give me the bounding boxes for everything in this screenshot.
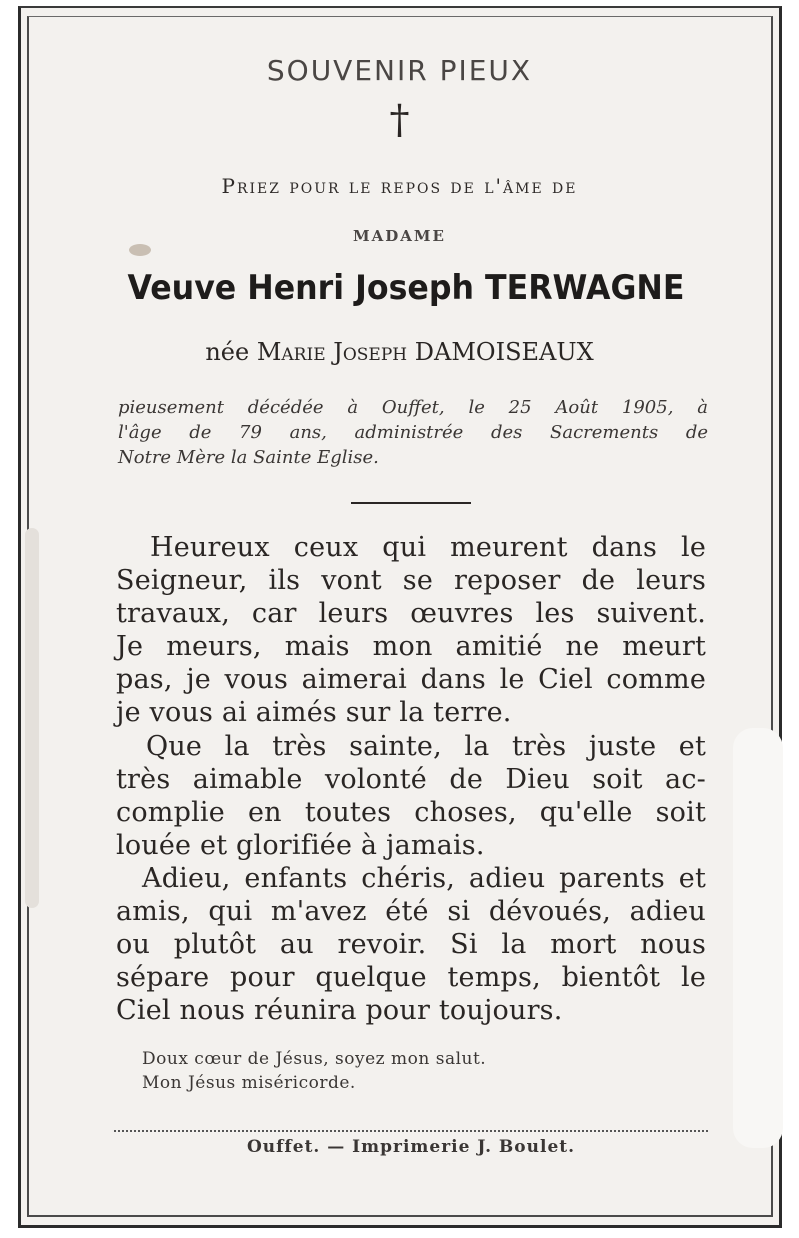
body-line: pas, je vous aimerai dans le Ciel comme <box>116 664 706 695</box>
body-line: Adieu, enfants chéris, adieu parents et <box>142 863 706 894</box>
body-line: ou plutôt au revoir. Si la mort nous <box>116 929 706 960</box>
body-line: sépare pour quelque temps, bientôt le <box>116 962 706 993</box>
death-notice-line: Notre Mère la Sainte Eglise. <box>118 447 379 468</box>
cross-icon: † <box>389 97 410 143</box>
paper-stain <box>129 244 151 256</box>
dotted-rule <box>114 1130 708 1132</box>
death-notice-line: pieusement décédée à Ouffet, le 25 Août 1905, à <box>118 397 708 418</box>
body-line: travaux, car leurs œuvres les suivent. <box>116 598 706 629</box>
nee-prefix: née <box>205 338 250 366</box>
paper-stain <box>733 728 783 1148</box>
body-line: complie en toutes choses, qu'elle soit <box>116 797 706 828</box>
invocation-line: Doux cœur de Jésus, soyez mon salut. <box>142 1049 487 1069</box>
prayer-heading: Priez pour le repos de l'âme de <box>221 174 578 198</box>
separator-rule <box>351 502 471 504</box>
card-title: SOUVENIR PIEUX <box>266 54 533 87</box>
deceased-name: Veuve Henri Joseph TERWAGNE <box>127 268 685 308</box>
body-line: je vous ai aimés sur la terre. <box>116 697 512 728</box>
birth-first-names: Marie Joseph <box>256 338 408 366</box>
printer-credit: Ouffet. — Imprimerie J. Boulet. <box>246 1137 576 1157</box>
death-notice-line: l'âge de 79 ans, administrée des Sacrements de <box>118 422 708 443</box>
body-line: louée et glorifiée à jamais. <box>116 830 485 861</box>
body-line: Ciel nous réunira pour toujours. <box>116 995 563 1026</box>
body-line: Je meurs, mais mon amitié ne meurt <box>116 631 706 662</box>
birth-surname: DAMOISEAUX <box>414 338 594 366</box>
madame-label: MADAME <box>353 227 446 245</box>
invocation-line: Mon Jésus miséricorde. <box>142 1073 356 1093</box>
body-line: Que la très sainte, la très juste et <box>146 731 706 762</box>
body-line: amis, qui m'avez été si dévoués, adieu <box>116 896 706 927</box>
body-line: Heureux ceux qui meurent dans le <box>150 532 706 563</box>
body-line: très aimable volonté de Dieu soit ac- <box>116 764 706 795</box>
paper-stain <box>25 528 39 908</box>
birth-name-line <box>0 338 799 366</box>
body-line: Seigneur, ils vont se reposer de leurs <box>116 565 706 596</box>
